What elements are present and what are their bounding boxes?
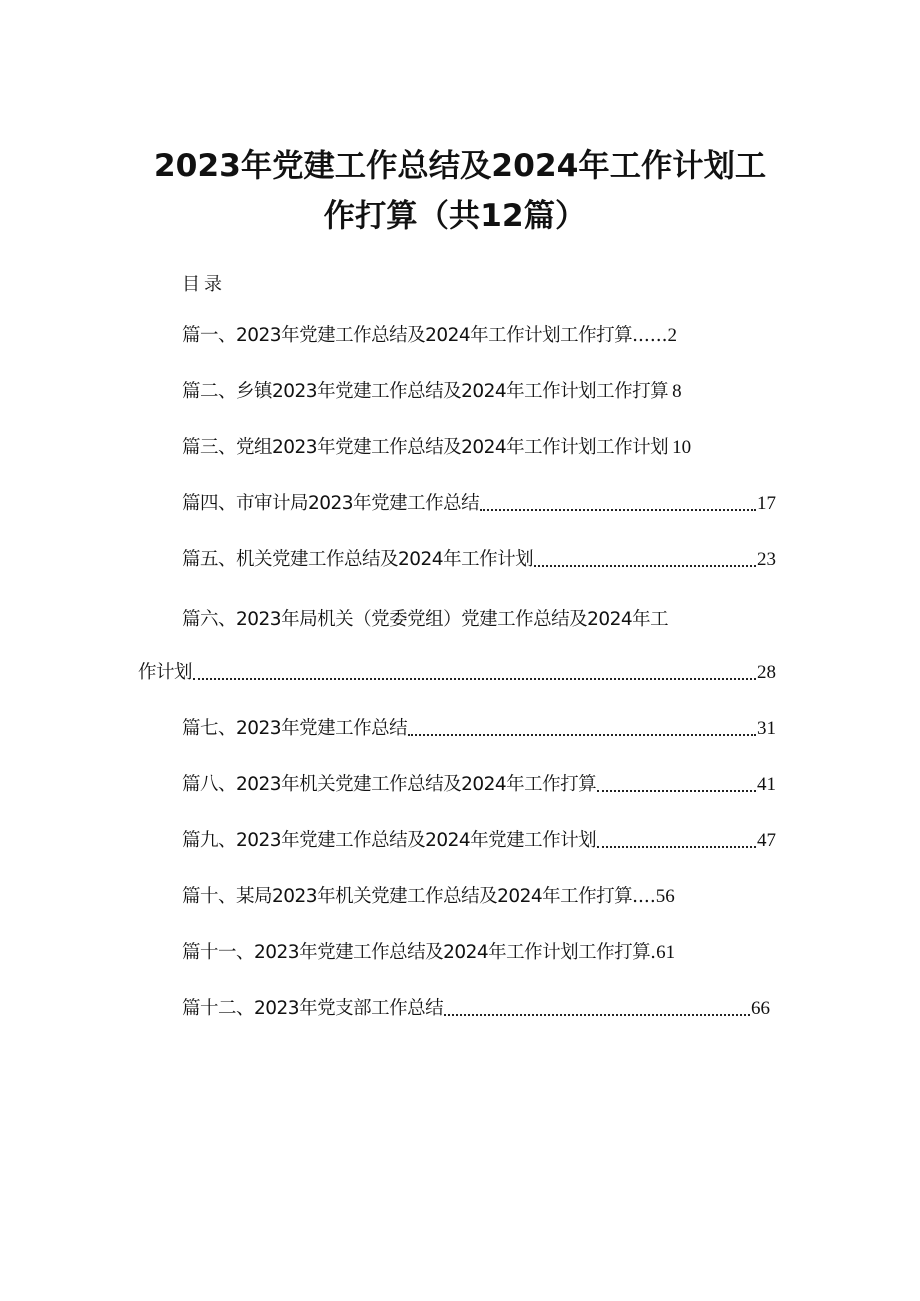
toc-entry-page: 10 <box>672 437 692 458</box>
toc-entry-title: 篇二、乡镇2023年党建工作总结及2024年工作计划工作打算 <box>182 381 669 402</box>
toc-entry-10[interactable] <box>182 884 675 910</box>
toc-entry-page: 2 <box>667 325 677 346</box>
toc-entry-6[interactable] <box>138 660 776 686</box>
toc-entry-page: 56 <box>655 886 675 907</box>
toc-entry-page: 28 <box>757 662 776 683</box>
toc-entry-12[interactable] <box>182 996 770 1022</box>
toc-entry-page: 41 <box>757 774 776 795</box>
toc-dot-leader <box>597 828 756 854</box>
toc-entry-title: 篇四、市审计局2023年党建工作总结 <box>182 493 480 514</box>
toc-entry-page: 31 <box>757 718 776 739</box>
toc-entry-page: 66 <box>751 998 770 1019</box>
toc-entry-page: 8 <box>672 381 682 402</box>
toc-entry-1[interactable] <box>182 323 677 349</box>
toc-dot-leader <box>597 772 756 798</box>
toc-entry-6-title-line-1[interactable]: 篇六、2023年局机关（党委党组）党建工作总结及2024年工 <box>182 609 669 630</box>
toc-dot-leader <box>480 491 756 517</box>
toc-heading: 目录 <box>182 274 226 295</box>
toc-entry-8[interactable] <box>182 772 776 798</box>
toc-entry-4[interactable] <box>182 491 776 517</box>
toc-entry-title-continuation: 作计划 <box>138 662 193 683</box>
toc-dot-leader <box>193 660 756 686</box>
toc-entry-title: 篇七、2023年党建工作总结 <box>182 718 408 739</box>
toc-dot-leader <box>444 996 750 1022</box>
toc-entry-page: 17 <box>757 493 776 514</box>
toc-entry-title: 篇十一、2023年党建工作总结及2024年工作计划工作打算 <box>182 942 651 963</box>
document-title-line-1: 2023年党建工作总结及2024年工作计划工 <box>153 148 767 184</box>
toc-entry-page: 47 <box>757 830 776 851</box>
toc-entry-page: 23 <box>757 549 776 570</box>
toc-entry-title: 篇九、2023年党建工作总结及2024年党建工作计划 <box>182 830 597 851</box>
toc-entry-title: 篇三、党组2023年党建工作总结及2024年工作计划工作计划 <box>182 437 669 458</box>
toc-entry-3[interactable] <box>182 435 691 461</box>
toc-entry-title: 篇十、某局2023年机关党建工作总结及2024年工作打算 <box>182 886 633 907</box>
toc-entry-11[interactable] <box>182 940 675 966</box>
toc-entry-title: 篇十二、2023年党支部工作总结 <box>182 998 444 1019</box>
toc-entry-5[interactable] <box>182 547 776 573</box>
document-title-line-2: 作打算（共12篇） <box>323 198 587 234</box>
toc-entry-page: 61 <box>656 942 676 963</box>
toc-entry-title: 篇八、2023年机关党建工作总结及2024年工作打算 <box>182 774 597 795</box>
toc-entry-leader: ...... <box>632 325 668 346</box>
toc-entry-2[interactable] <box>182 379 682 405</box>
toc-entry-leader: . <box>650 942 657 963</box>
toc-entry-9[interactable] <box>182 828 776 854</box>
toc-entry-title: 篇五、机关党建工作总结及2024年工作计划 <box>182 549 534 570</box>
toc-entry-leader: .... <box>632 886 656 907</box>
toc-entry-7[interactable] <box>182 716 776 742</box>
toc-dot-leader <box>408 716 756 742</box>
toc-dot-leader <box>534 547 756 573</box>
toc-entry-title: 篇一、2023年党建工作总结及2024年工作计划工作打算 <box>182 325 633 346</box>
